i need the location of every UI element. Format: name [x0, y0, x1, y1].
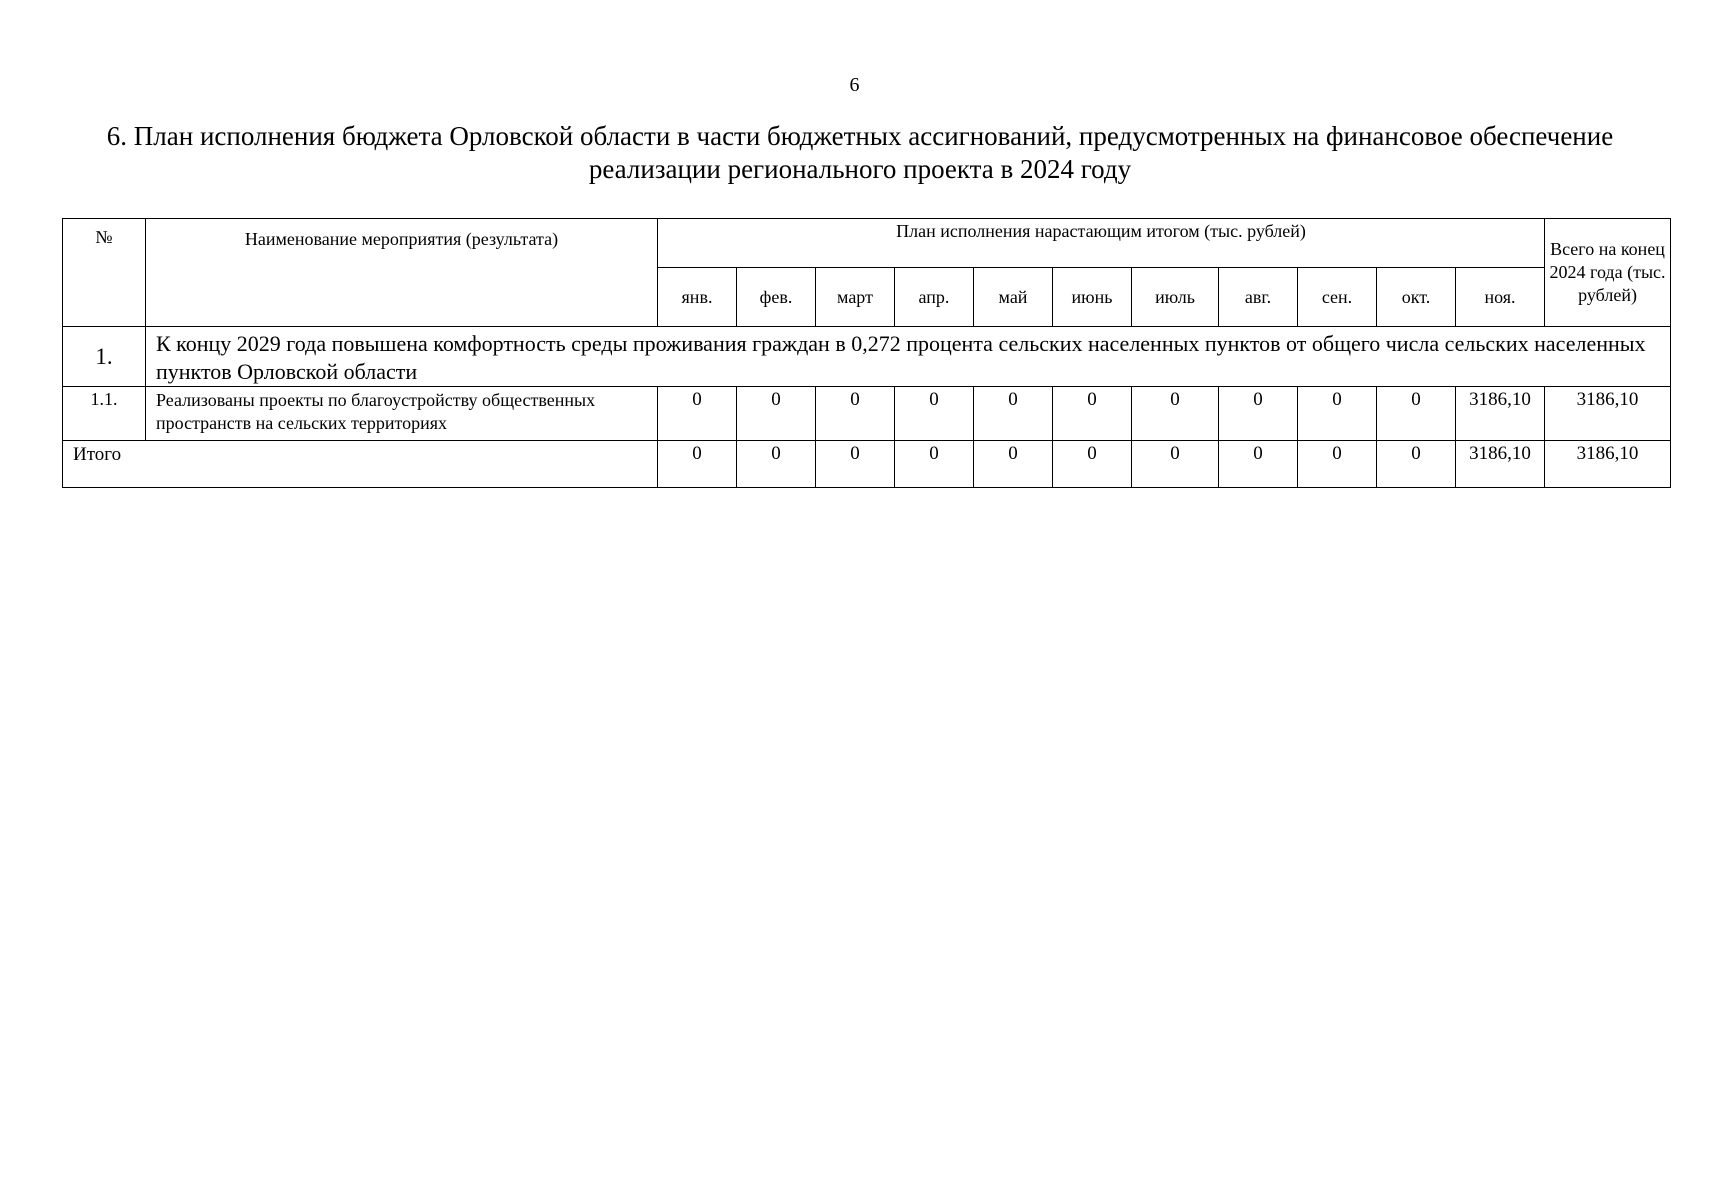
header-month-mar: март [816, 268, 895, 327]
result-value-nov: 3186,10 [1456, 387, 1545, 441]
header-month-jul: июль [1132, 268, 1219, 327]
header-month-nov: ноя. [1456, 268, 1545, 327]
result-value-aug: 0 [1219, 387, 1298, 441]
header-month-oct: окт. [1377, 268, 1456, 327]
header-month-jun: июнь [1053, 268, 1132, 327]
itogo-value-apr: 0 [895, 441, 974, 488]
itogo-value-may: 0 [974, 441, 1053, 488]
result-total: 3186,10 [1545, 387, 1671, 441]
result-value-apr: 0 [895, 387, 974, 441]
header-total-2024: Всего на конец 2024 года (тыс. рублей) [1545, 219, 1671, 327]
itogo-value-oct: 0 [1377, 441, 1456, 488]
itogo-value-sep: 0 [1298, 441, 1377, 488]
goal-description: К концу 2029 года повышена комфортность среды проживания граждан в 0,272 процента сельских населенных пунктов от общего числа сельских населенных пунктов Орловской области [146, 327, 1671, 387]
itogo-value-nov: 3186,10 [1456, 441, 1545, 488]
itogo-value-aug: 0 [1219, 441, 1298, 488]
itogo-value-feb: 0 [737, 441, 816, 488]
header-month-aug: авг. [1219, 268, 1298, 327]
page-number: 6 [849, 74, 860, 96]
header-month-may: май [974, 268, 1053, 327]
result-value-feb: 0 [737, 387, 816, 441]
itogo-value-jul: 0 [1132, 441, 1219, 488]
result-number: 1.1. [63, 387, 146, 441]
header-row-top [63, 219, 1671, 268]
header-month-apr: апр. [895, 268, 974, 327]
header-month-feb: фев. [737, 268, 816, 327]
result-value-oct: 0 [1377, 387, 1456, 441]
itogo-value-mar: 0 [816, 441, 895, 488]
header-number: № [63, 219, 146, 327]
goal-row [63, 327, 1671, 387]
itogo-label: Итого [63, 441, 658, 488]
header-month-sep: сен. [1298, 268, 1377, 327]
itogo-value-jan: 0 [658, 441, 737, 488]
table-row [63, 387, 1671, 441]
result-value-jan: 0 [658, 387, 737, 441]
result-value-jun: 0 [1053, 387, 1132, 441]
goal-number: 1. [63, 327, 146, 387]
result-name: Реализованы проекты по благоустройству общественных пространств на сельских территориях [146, 387, 658, 441]
document-title: 6. План исполнения бюджета Орловской области в части бюджетных ассигнований, предусмотренных на финансовое обеспечение реализации регионального проекта в 2024 году [106, 121, 1614, 184]
result-value-may: 0 [974, 387, 1053, 441]
itogo-row [63, 441, 1671, 488]
result-value-mar: 0 [816, 387, 895, 441]
header-activity-name: Наименование мероприятия (результата) [146, 219, 658, 327]
result-value-sep: 0 [1298, 387, 1377, 441]
header-month-jan: янв. [658, 268, 737, 327]
itogo-total: 3186,10 [1545, 441, 1671, 488]
header-plan-cumulative: План исполнения нарастающим итогом (тыс. рублей) [658, 219, 1545, 268]
budget-plan-table [62, 218, 1671, 488]
result-value-jul: 0 [1132, 387, 1219, 441]
itogo-value-jun: 0 [1053, 441, 1132, 488]
